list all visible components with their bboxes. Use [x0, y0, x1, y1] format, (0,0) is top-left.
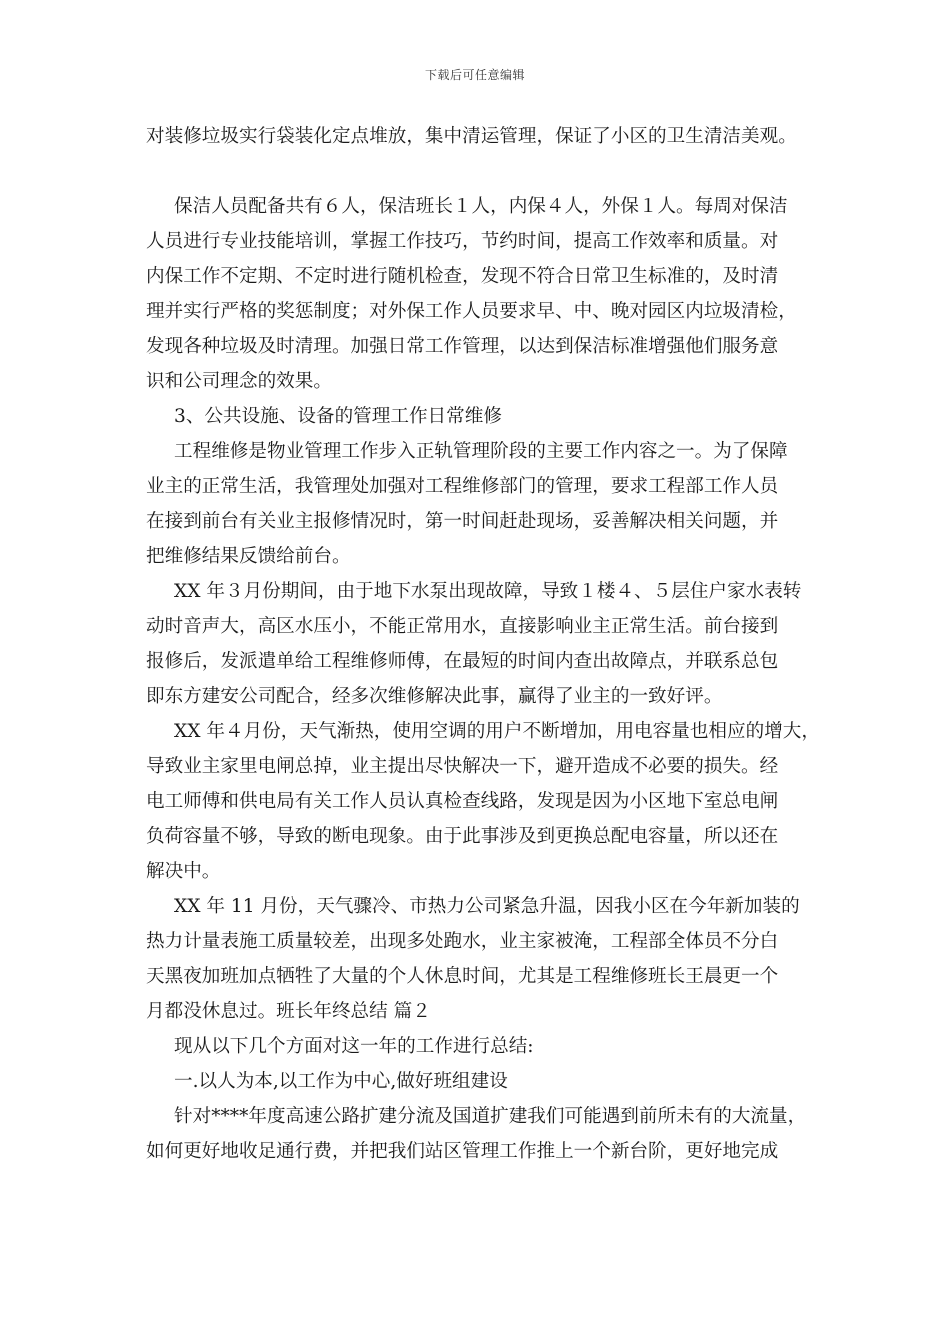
text-line: 即东方建安公司配合，经多次维修解决此事，赢得了业主的一致好评。: [146, 686, 723, 707]
text-line: 天黑夜加班加点牺牲了大量的个人休息时间，尤其是工程维修班长王晨更一个: [146, 966, 779, 987]
text-line: 解决中。: [146, 861, 221, 882]
text-line: 在接到前台有关业主报修情况时，第一时间赶赴现场，妥善解决相关问题，并: [146, 511, 779, 532]
text-line: 负荷容量不够，导致的断电现象。由于此事涉及到更换总配电容量，所以还在: [146, 826, 779, 847]
text-line: XX 年４月份，天气渐热，使用空调的用户不断增加，用电容量也相应的增大，: [174, 721, 820, 742]
text-line: 如何更好地收足通行费，并把我们站区管理工作推上一个新台阶，更好地完成: [146, 1141, 779, 1162]
text-line: 导致业主家里电闸总掉，业主提出尽快解决一下，避开造成不必要的损失。经: [146, 756, 779, 777]
text-line: 工程维修是物业管理工作步入正轨管理阶段的主要工作内容之一。为了保障: [174, 441, 788, 462]
text-line: 识和公司理念的效果。: [146, 371, 332, 392]
text-line: 月都没休息过。班长年终总结 篇２: [146, 1001, 431, 1022]
text-line: 热力计量表施工质量较差，出现多处跑水，业主家被淹，工程部全体员不分白: [146, 931, 779, 952]
text-line: 发现各种垃圾及时清理。加强日常工作管理，以达到保洁标准增强他们服务意: [146, 336, 779, 357]
section-heading: 3、公共设施、设备的管理工作日常维修: [174, 406, 502, 427]
section-heading: 一.以人为本,以工作为中心,做好班组建设: [174, 1071, 508, 1092]
text-line: 对装修垃圾实行袋装化定点堆放，集中清运管理，保证了小区的卫生清洁美观。: [146, 126, 797, 147]
page-header: 下载后可任意编辑: [424, 68, 525, 82]
text-line: 报修后，发派遣单给工程维修师傅，在最短的时间内查出故障点，并联系总包: [146, 651, 779, 672]
text-line: 现从以下几个方面对这一年的工作进行总结:: [174, 1036, 534, 1057]
text-line: 理并实行严格的奖惩制度；对外保工作人员要求早、中、晚对园区内垃圾清检，: [146, 301, 797, 322]
text-line: 电工师傅和供电局有关工作人员认真检查线路，发现是因为小区地下室总电闸: [146, 791, 779, 812]
text-line: 保洁人员配备共有６人，保洁班长１人，内保４人，外保１人。每周对保洁: [174, 196, 788, 217]
text-line: 动时音声大，高区水压小，不能正常用水，直接影响业主正常生活。前台接到: [146, 616, 779, 637]
text-line: XX 年３月份期间，由于地下水泵出现故障，导致１楼４、５层住户家水表转: [174, 581, 802, 602]
text-line: 针对****年度高速公路扩建分流及国道扩建我们可能遇到前所未有的大流量，: [174, 1106, 807, 1127]
text-line: 业主的正常生活，我管理处加强对工程维修部门的管理，要求工程部工作人员: [146, 476, 779, 497]
text-line: 人员进行专业技能培训，掌握工作技巧，节约时间，提高工作效率和质量。对: [146, 231, 779, 252]
text-line: XX 年 11 月份，天气骤冷、市热力公司紧急升温，因我小区在今年新加装的: [174, 896, 800, 917]
text-line: 内保工作不定期、不定时进行随机检查，发现不符合日常卫生标准的，及时清: [146, 266, 779, 287]
text-line: 把维修结果反馈给前台。: [146, 546, 351, 567]
